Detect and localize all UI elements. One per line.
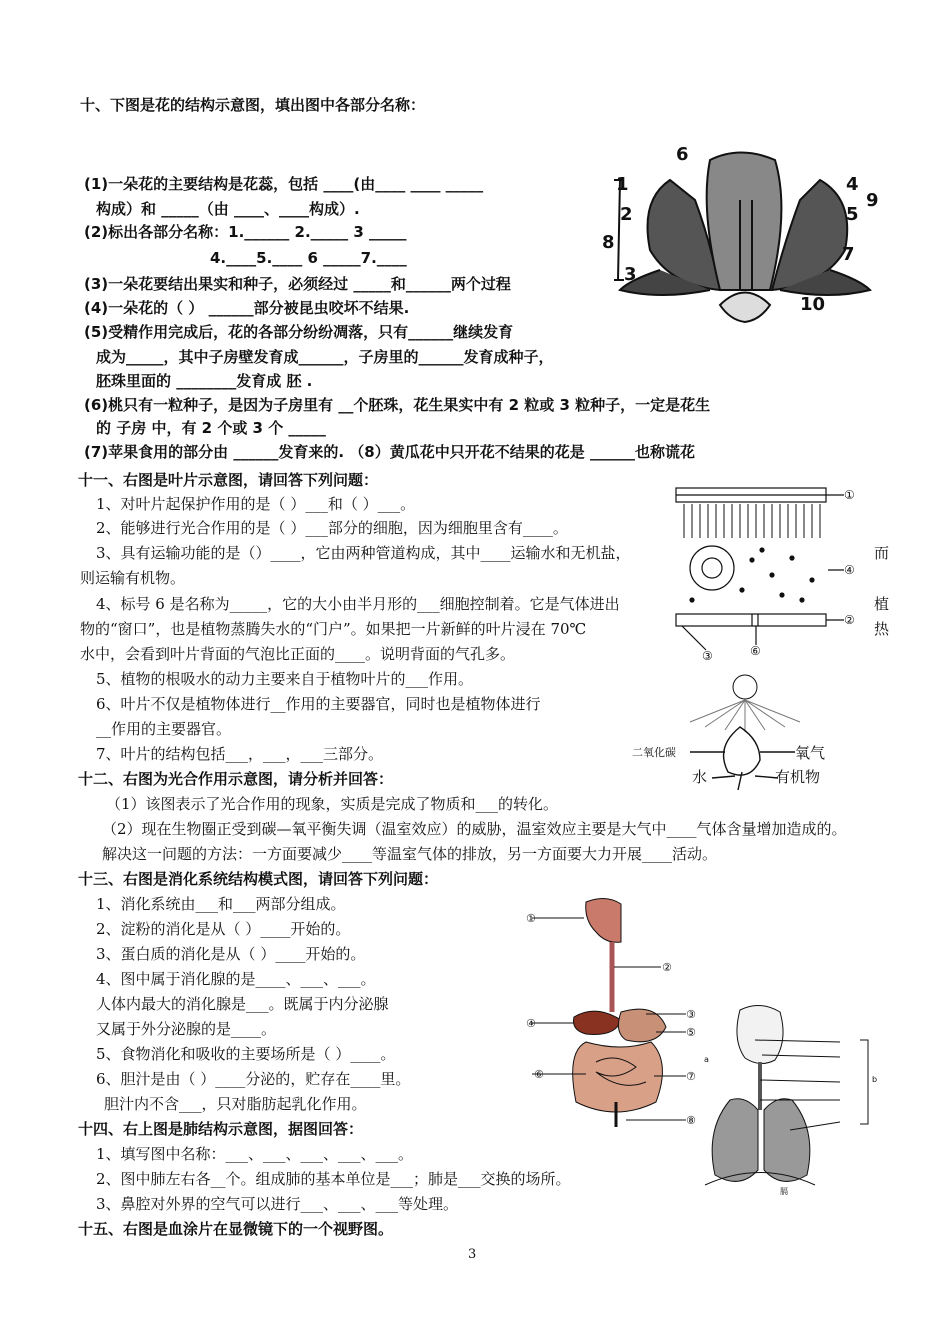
flower-label-8: 8 xyxy=(602,232,615,253)
section10-line-11: 的 子房 中，有 2 个或 3 个 _____ xyxy=(96,419,326,437)
section11-line-11: 7、叶片的结构包括___，___，___三部分。 xyxy=(96,745,384,763)
section11-line-4: 则运输有机物。 xyxy=(80,569,186,587)
lung-structure-diagram xyxy=(700,1000,885,1200)
section11-line-8: 5、植物的根吸水的动力主要来自于植物叶片的___作用。 xyxy=(96,670,474,688)
section11-line-1: 1、对叶片起保护作用的是（ ）___和（ ）___。 xyxy=(96,495,416,513)
digestive-label-7: ⑦ xyxy=(686,1070,696,1083)
section11-line-2: 2、能够进行光合作用的是（ ）___部分的细胞，因为细胞里含有____。 xyxy=(96,519,568,537)
section11-line-6: 物的“窗口”，也是植物蒸腾失水的“门户”。如果把一片新鲜的叶片浸在 70℃ xyxy=(80,620,587,638)
flower-label-4: 4 xyxy=(846,174,859,195)
digestive-label-4: ④ xyxy=(526,1017,536,1030)
section12-title: 十二、右图为光合作用示意图，请分析并回答： xyxy=(78,770,394,788)
photosynthesis-label-organic: 有机物 xyxy=(775,768,821,786)
section11-line-9: 6、叶片不仅是植物体进行__作用的主要器官，同时也是植物体进行 xyxy=(96,695,541,713)
leaf-label-6: ⑥ xyxy=(750,644,761,658)
photosynthesis-label-co2: 二氧化碳 xyxy=(632,746,676,759)
section13-line-4: 4、图中属于消化腺的是____、___、___。 xyxy=(96,970,376,988)
digestive-system-diagram xyxy=(526,892,706,1132)
section14-line-1: 1、填写图中名称：___、___、___、___、___。 xyxy=(96,1145,414,1163)
digestive-label-1: ① xyxy=(526,912,536,925)
leaf-label-2: ② xyxy=(844,613,855,627)
section14-line-3: 3、鼻腔对外界的空气可以进行___、___、___等处理。 xyxy=(96,1195,459,1213)
lung-label-a: a xyxy=(704,1055,709,1064)
section14-line-2: 2、图中肺左右各__个。组成肺的基本单位是___；肺是___交换的场所。 xyxy=(96,1170,571,1188)
section14-title: 十四、右上图是肺结构示意图，据图回答： xyxy=(78,1120,364,1138)
section10-line-8: 成为_____，其中子房壁发育成______，子房里的______发育成种子， xyxy=(96,348,554,366)
section10-line-2: 构成）和 _____（由 ____、____构成）. xyxy=(96,200,360,218)
section10-line-12: (7)苹果食用的部分由 ______发育来的. （8）黄瓜花中只开花不结果的花是 ______也称谎花 xyxy=(84,443,695,461)
section10-line-5: (3)一朵花要结出果实和种子，必须经过 _____和______两个过程 xyxy=(84,275,511,293)
digestive-label-2: ② xyxy=(662,961,672,974)
section13-line-8: 6、胆汁是由（ ）____分泌的，贮存在____里。 xyxy=(96,1070,411,1088)
section10-line-9: 胚珠里面的 ________发育成 胚 . xyxy=(96,372,313,390)
flower-label-10: 10 xyxy=(800,294,826,315)
photosynthesis-diagram xyxy=(630,672,840,790)
flower-label-3: 3 xyxy=(624,264,637,285)
section13-line-9: 胆汁内不含___，只对脂肪起乳化作用。 xyxy=(104,1095,367,1113)
flower-label-7: 7 xyxy=(842,244,855,265)
flower-label-5: 5 xyxy=(846,204,859,225)
section13-line-3: 3、蛋白质的消化是从（ ）____开始的。 xyxy=(96,945,366,963)
flower-diagram xyxy=(600,140,890,330)
section13-line-7: 5、食物消化和吸收的主要场所是（ ）____。 xyxy=(96,1045,396,1063)
section13-line-1: 1、消化系统由___和___两部分组成。 xyxy=(96,895,346,913)
lung-label-b: b xyxy=(872,1075,878,1084)
section13-title: 十三、右图是消化系统结构模式图，请回答下列问题： xyxy=(78,870,439,888)
section13-line-5: 人体内最大的消化腺是___。既属于内分泌腺 xyxy=(96,995,389,1013)
section10-line-1: (1)一朵花的主要结构是花蕊，包括 ____(由____ ____ _____ xyxy=(84,175,484,193)
section10-line-6: (4)一朵花的（ ） ______部分被昆虫咬坏不结果. xyxy=(84,299,410,317)
leaf-label-3: ③ xyxy=(702,649,713,660)
section10-line-7: (5)受精作用完成后，花的各部分纷纷凋落，只有______继续发育 xyxy=(84,323,514,341)
section11-line-7: 水中，会看到叶片背面的气泡比正面的____。说明背面的气孔多。 xyxy=(80,645,516,663)
section15-title: 十五、右图是血涂片在显微镜下的一个视野图。 xyxy=(78,1220,394,1238)
digestive-label-6: ⑥ xyxy=(534,1068,544,1081)
section11-right-word-2: 植 xyxy=(874,595,890,613)
lung-label-diaphragm: 膈 xyxy=(780,1187,788,1196)
digestive-label-5: ⑤ xyxy=(686,1026,696,1039)
digestive-label-8: ⑧ xyxy=(686,1114,696,1127)
section10-line-4: 4.____5.____ 6 _____7.____ xyxy=(210,249,407,267)
flower-label-6: 6 xyxy=(676,144,689,165)
flower-label-9: 9 xyxy=(866,190,879,211)
leaf-label-1: ① xyxy=(844,488,855,502)
section10-title: 十、下图是花的结构示意图，填出图中各部分名称： xyxy=(80,96,426,114)
section11-line-3: 3、具有运输功能的是（）____，它由两种管道构成，其中____运输水和无机盐， xyxy=(96,544,631,562)
section11-line-5: 4、标号 6 是名称为_____，它的大小由半月形的___细胞控制着。它是气体进出 xyxy=(96,595,620,613)
leaf-cross-section-diagram xyxy=(672,480,862,660)
flower-label-2: 2 xyxy=(620,204,633,225)
section10-line-10: (6)桃只有一粒种子，是因为子房里有 __个胚珠，花生果实中有 2 粒或 3 粒种子，一定是花生 xyxy=(84,396,711,414)
section12-line-2: （2）现在生物圈正受到碳—氧平衡失调（温室效应）的威胁，温室效应主要是大气中____气体含量增加造成的。 xyxy=(102,820,847,838)
section11-line-10: __作用的主要器官。 xyxy=(96,720,232,738)
photosynthesis-label-water: 水 xyxy=(692,768,708,786)
section11-right-word-1: 而 xyxy=(874,544,890,562)
section10-line-3: (2)标出各部分名称：1.______ 2._____ 3 _____ xyxy=(84,223,407,241)
section11-title: 十一、右图是叶片示意图，请回答下列问题： xyxy=(78,471,379,489)
section13-line-6: 又属于外分泌腺的是____。 xyxy=(96,1020,277,1038)
leaf-label-4: ④ xyxy=(844,563,855,577)
flower-label-1: 1 xyxy=(616,174,629,195)
section12-line-3: 解决这一问题的方法：一方面要减少____等温室气体的排放，另一方面要大力开展____活动。 xyxy=(102,845,718,863)
page-number: 3 xyxy=(468,1247,477,1262)
photosynthesis-label-o2: 氧气 xyxy=(795,744,826,762)
section13-line-2: 2、淀粉的消化是从（ ）____开始的。 xyxy=(96,920,351,938)
digestive-label-3: ③ xyxy=(686,1008,696,1021)
section12-line-1: （1）该图表示了光合作用的现象，实质是完成了物质和___的转化。 xyxy=(106,795,559,813)
section11-right-word-3: 热 xyxy=(874,620,890,638)
